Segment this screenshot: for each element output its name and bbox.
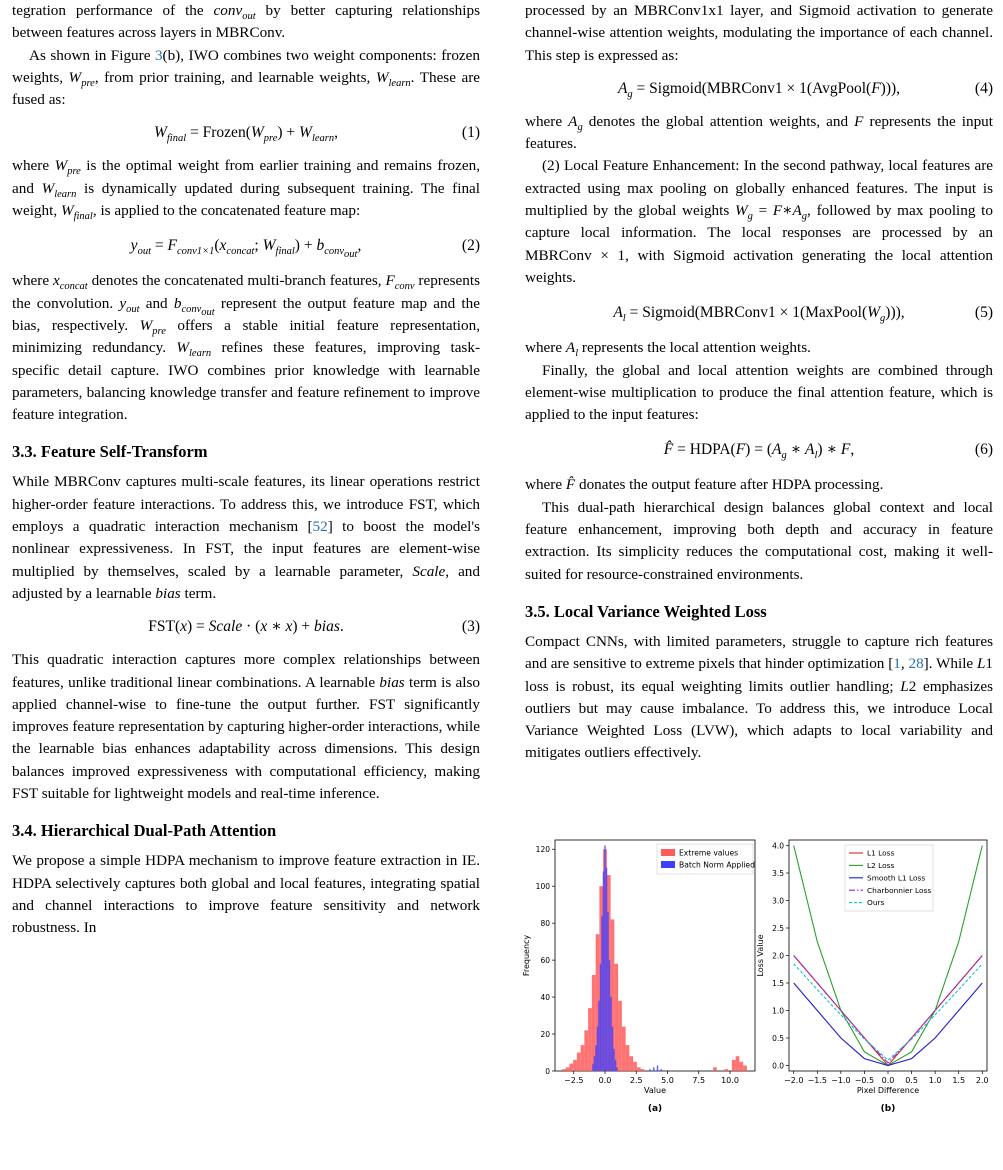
x-tick-label: −1.5: [807, 1076, 828, 1085]
paragraph: where $x_{concat}$ denotes the concatenated multi-branch features, $F_{conv}$ represents the convolution. $y_{out}$ and $b_{conv_{out}}$ represent the output feature map and the bias, respectively. $W_{pre}$ offers a stable initial feature representation, minimizing redundancy. $W_{learn}$ refines these features, improving task-specific detail capture. IWO combines prior knowledge with learnable parameters, balancing knowledge transfer and feature refinement to improve feature integration.: [12, 272, 480, 424]
y-tick-label: 4.0: [772, 841, 784, 851]
y-tick-label: 3.5: [772, 869, 784, 878]
loss-curve: [794, 964, 983, 1060]
histogram-bar: [629, 1056, 633, 1071]
equation-number: (5): [974, 304, 993, 322]
equation-6: F̂ = HDPA(F) = ($A_g$ ∗ $A_l$) ∗ F, (6): [525, 426, 993, 474]
legend-label: Batch Norm Applied: [679, 860, 755, 870]
y-tick-label: 3.0: [772, 896, 784, 906]
x-tick-label: 1.0: [928, 1076, 942, 1085]
y-axis-label: Loss Value: [756, 934, 765, 977]
y-tick-label: 80: [540, 919, 550, 929]
x-tick-label: 7.5: [692, 1076, 706, 1085]
histogram-bar: [653, 1067, 655, 1071]
citation-link[interactable]: 52: [312, 518, 328, 536]
paragraph: tegration performance of the conv$_{out}$ by better capturing relationships between features across layers in MBRConv.: [12, 2, 480, 42]
y-tick-label: 0: [545, 1067, 550, 1076]
paragraph: where $A_g$ denotes the global attention weights, and F represents the input features.: [525, 112, 993, 153]
histogram-bar: [641, 1069, 645, 1071]
equation-number: (4): [974, 79, 993, 97]
y-tick-label: 2.0: [772, 951, 784, 961]
histogram-bar: [657, 1065, 659, 1071]
x-axis-label: Pixel Difference: [856, 1086, 920, 1095]
x-tick-label: 2.0: [975, 1076, 989, 1085]
paragraph: where $W_{pre}$ is the optimal weight from earlier training and remains frozen, and $W_{learn}$ is dynamically updated during subsequent training. The final weight, $W_{final}$, is applied to the concatenated feature map:: [12, 157, 481, 223]
paragraph: where $A_l$ represents the local attention weights.: [525, 339, 811, 360]
histogram-bar: [569, 1064, 573, 1071]
x-tick-label: 0.0: [881, 1076, 895, 1085]
histogram-bar: [724, 1069, 728, 1071]
histogram-bar: [732, 1060, 736, 1071]
histogram-bar: [615, 1060, 617, 1071]
y-tick-label: 20: [540, 1030, 550, 1040]
paragraph: We propose a simple HDPA mechanism to improve feature extraction in IE. HDPA selectively captures both global and local features, integrating spatial and channel interactions to improve feature sensitivity and network robustness. In: [12, 852, 480, 937]
loss-curve: [794, 956, 983, 1066]
left-column: [12, 0, 480, 940]
equation-1: $W_{final}$ = $Frozen(W_{pre}) + W_{learn}$, (1): [12, 111, 480, 155]
histogram-bar: [597, 1027, 599, 1071]
subfigure-label: (b): [880, 1104, 896, 1114]
y-tick-label: 40: [540, 993, 550, 1003]
section-heading: 3.4. Hierarchical Dual-Path Attention: [12, 821, 277, 841]
histogram-bar: [614, 964, 618, 1071]
equation-4: $A_g$ = Sigmoid(MBRConv1 × 1(AvgPool(F))), (4): [525, 67, 993, 111]
loss-curve: [794, 956, 983, 1063]
right-column: [525, 0, 993, 765]
histogram-bar: [637, 1067, 641, 1071]
legend-label: Ours: [867, 898, 885, 908]
histogram-bar: [606, 868, 608, 1071]
y-tick-label: 2.5: [772, 924, 784, 933]
equation-number: (2): [461, 237, 480, 255]
figure-reference[interactable]: 3: [154, 46, 163, 64]
section-heading: 3.5. Local Variance Weighted Loss: [525, 601, 767, 621]
x-tick-label: 5.0: [661, 1076, 674, 1085]
x-tick-label: 2.5: [629, 1076, 643, 1085]
paragraph: While MBRConv captures multi-scale features, its linear operations restrict higher-order feature interactions. To address this, we introduce FST, which employs a quadratic interaction mechanism [52] to boost the model's nonlinear expressiveness. In FST, the input features are element-wise multiplied by themselves, scaled by a learnable parameter, Scale, and adjusted by a learnable bias term.: [12, 473, 480, 602]
paragraph: processed by an MBRConv1x1 layer, and Sigmoid activation to generate channel-wise attention weights, modulating the importance of each channel. This step is expressed as:: [525, 2, 993, 64]
histogram-bar: [566, 1067, 570, 1071]
loss-curve-chart: [756, 752, 993, 1170]
paragraph: (2) Local Feature Enhancement: In the second pathway, local features are extracted using max pooling on globally enhanced features. The input is multiplied by the global weights $W_g$ = $F∗A_g$, followed by max pooling to capture local information. The local responses are processed by an MBRConv × 1, with Sigmoid activation generating the local attention weights.: [525, 157, 993, 286]
y-tick-label: 120: [535, 845, 550, 855]
histogram-bar: [610, 997, 612, 1071]
x-tick-label: −0.5: [854, 1076, 875, 1085]
histogram-bar: [739, 1062, 743, 1071]
histogram-bar: [592, 1064, 594, 1071]
paragraph: This dual-path hierarchical design balances global context and local feature enhancement, improving both depth and accuracy in feature extraction. Its simplicity reduces the computational cost, making it well-suited for resource-constrained environments.: [525, 498, 993, 583]
histogram-bar: [649, 1069, 651, 1071]
histogram-bar: [600, 964, 602, 1071]
x-tick-label: −2.5: [564, 1076, 584, 1085]
histogram-bar: [601, 916, 603, 1071]
histogram-bar: [713, 1067, 717, 1071]
equation-number: (6): [974, 441, 993, 459]
y-tick-label: 1.0: [772, 1006, 784, 1016]
histogram-bar: [562, 1069, 566, 1071]
legend-label: Extreme values: [679, 848, 739, 858]
figure-panels: [522, 752, 993, 1170]
histogram-bar: [661, 1069, 663, 1071]
citation-link[interactable]: 28: [908, 655, 924, 673]
legend-label: L1 Loss: [867, 848, 895, 858]
x-tick-label: −1.0: [831, 1076, 851, 1085]
legend-label: Smooth L1 Loss: [867, 873, 926, 883]
histogram-bar: [736, 1056, 740, 1071]
legend-swatch: [661, 849, 675, 856]
x-tick-label: 0.5: [905, 1076, 918, 1085]
histogram-bar: [577, 1053, 581, 1071]
histogram-bar: [612, 1027, 614, 1071]
y-tick-label: 60: [540, 956, 550, 966]
histogram-bar: [581, 1045, 585, 1071]
histogram-chart: [522, 752, 761, 1170]
paragraph: Compact CNNs, with limited parameters, struggle to capture rich features and are sensitive to extreme pixels that hinder optimization [1, 28]. While L1 loss is robust, its equal weighting limits outlier handling; L2 emphasizes outliers but may cause imbalance. To address this, we introduce Local Variance Weighted Loss (LVW), which adapts to local variability and mitigates outliers effectively.: [525, 632, 994, 762]
paragraph: where F̂ donates the output feature after HDPA processing.: [525, 476, 884, 494]
histogram-bar: [595, 1045, 597, 1071]
histogram-bar: [603, 871, 605, 1071]
histogram-bar: [613, 1049, 615, 1071]
paragraph: Finally, the global and local attention weights are combined through element-wise multiplication to produce the final attention feature, which is applied to the input features:: [525, 361, 993, 424]
y-tick-label: 1.5: [772, 979, 784, 988]
histogram-bar: [607, 912, 609, 1071]
histogram-bar: [609, 960, 611, 1071]
y-tick-label: 0.0: [772, 1061, 784, 1071]
equation-number: (3): [461, 618, 480, 636]
histogram-bar: [588, 1008, 592, 1071]
histogram-bar: [616, 1067, 618, 1071]
histogram-bar: [622, 1027, 626, 1071]
histogram-bar: [618, 1001, 622, 1071]
legend-label: Charbonnier Loss: [867, 885, 932, 895]
subfigure-label: (a): [647, 1104, 663, 1114]
section-heading: 3.3. Feature Self-Transform: [12, 442, 208, 462]
equation-3: FST(x) = Scale · (x ∗ x) + bias. (3): [12, 605, 480, 649]
paragraph: As shown in Figure 3(b), IWO combines two weight components: frozen weights, $W_{pre}$, from prior training, and learnable weights, $W_{learn}$. These are fused as:: [12, 46, 481, 109]
histogram-bar: [743, 1065, 747, 1071]
equation-2: $y_{out} = F_{conv1\times 1}(x_{concat}$; $W_{final}) + b_{conv_{out}}$, (2): [12, 222, 480, 270]
histogram-bar: [626, 1045, 630, 1071]
paragraph: This quadratic interaction captures more complex relationships between features, unlike traditional linear combinations. A learnable bias term is also applied channel-wise to fine-tune the output further. FST significantly improves feature representation by capturing higher-order interactions, while the learnable bias enhances adaptability across dimensions. This design balances improved expressiveness with computational efficiency, making FST suitable for lightweight models and real-time inference.: [12, 651, 480, 803]
y-tick-label: 0.5: [772, 1034, 784, 1043]
histogram-bar: [584, 1030, 588, 1071]
y-axis-label: Frequency: [522, 934, 531, 977]
legend-swatch: [661, 861, 675, 868]
citation-link[interactable]: 1: [893, 655, 901, 673]
equation-5: $A_l$ = Sigmoid(MBRConv1 × $1(MaxPool(W_g))$), (5): [525, 289, 993, 337]
histogram-bar: [604, 846, 606, 1071]
y-tick-label: 100: [535, 882, 550, 892]
histogram-bar: [598, 1001, 600, 1071]
legend-label: L2 Loss: [867, 861, 895, 870]
x-tick-label: 1.5: [952, 1076, 966, 1085]
histogram-bar: [633, 1062, 637, 1071]
x-tick-label: 10.0: [721, 1076, 739, 1085]
x-axis-label: Value: [644, 1086, 666, 1095]
histogram-bar: [573, 1060, 577, 1071]
equation-number: (1): [461, 124, 480, 142]
x-tick-label: 0.0: [598, 1076, 612, 1085]
histogram-bar: [594, 1056, 596, 1071]
x-tick-label: −2.0: [783, 1076, 804, 1085]
